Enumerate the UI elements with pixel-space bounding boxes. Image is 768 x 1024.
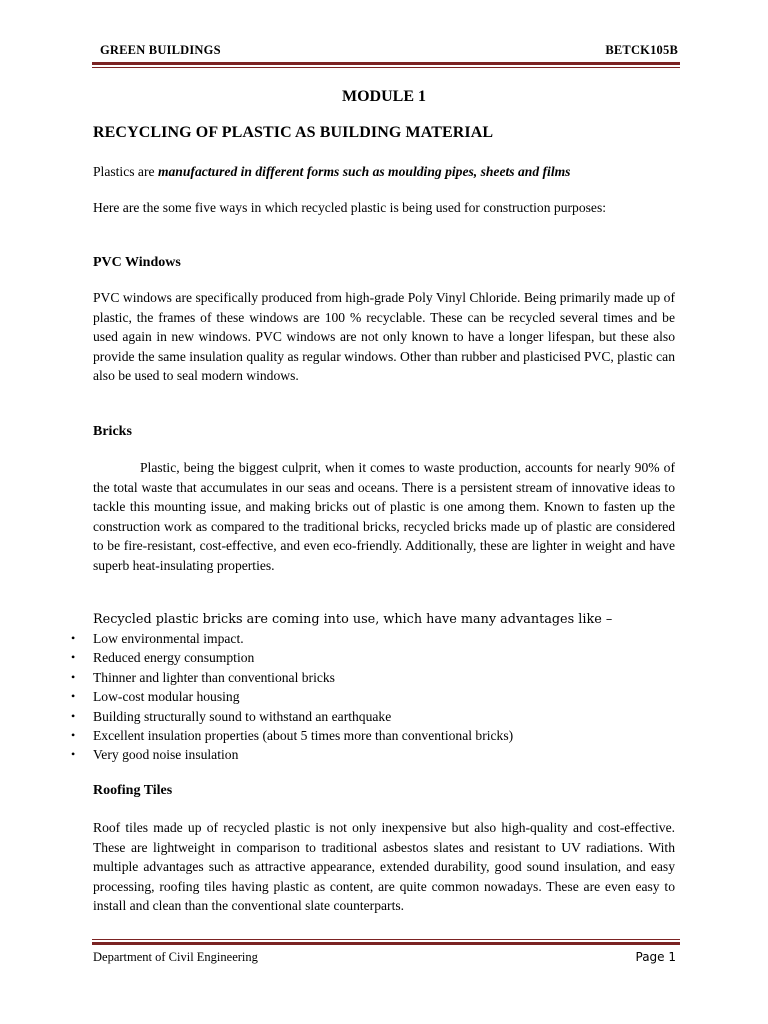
section-heading-bricks: Bricks (93, 424, 132, 439)
list-item (71, 648, 675, 667)
list-item-text: Excellent insulation properties (about 5 times more than conventional bricks) (93, 728, 514, 744)
intro-paragraph (93, 162, 675, 182)
footer-department: Department of Civil Engineering (93, 950, 258, 964)
list-item-text: Low environmental impact. (93, 631, 244, 646)
section-heading-pvc-windows: PVC Windows (93, 255, 181, 270)
header-rule-thick (92, 62, 680, 65)
list-item (71, 707, 675, 726)
bullet-icon: • (71, 708, 76, 723)
footer-rule-thin (92, 939, 680, 940)
bullet-icon: • (71, 728, 76, 743)
list-item (71, 668, 675, 687)
list-item-text: Building structurally sound to withstand an earthquake (93, 708, 392, 724)
advantages-intro: Recycled plastic bricks are coming into use, which have many advantages like – (93, 612, 613, 627)
list-item-text: Very good noise insulation (93, 747, 239, 763)
list-item (71, 687, 675, 706)
bullet-icon: • (71, 650, 76, 665)
intro-emphasis: manufactured in different forms such as moulding pipes, sheets and films (157, 164, 571, 179)
list-item (71, 726, 675, 745)
list-item-text: Reduced energy consumption (93, 650, 255, 666)
page-title: RECYCLING OF PLASTIC AS BUILDING MATERIAL (93, 124, 494, 141)
bullet-icon: • (71, 631, 76, 645)
bullet-icon: • (71, 669, 76, 684)
list-item (71, 629, 675, 648)
intro-prefix: Plastics are (93, 164, 158, 179)
list-item-text: Low-cost modular housing (93, 689, 240, 705)
list-item-text: Thinner and lighter than conventional bricks (93, 669, 335, 685)
section-heading-roofing-tiles: Roofing Tiles (93, 783, 173, 798)
section-text-roofing-tiles: Roof tiles made up of recycled plastic is not only inexpensive but also high-quality and cost-effective. These are lightweight in comparison to traditional asbestos slates and resistant to UV radiations. With multiple advantages such as attractive appearance, extended durability, good sound insulation, and easy processing, roofing tiles having plastic as content, are quite common nowadays. These are even easy to install and clean than the conventional slate counterparts. (93, 820, 675, 913)
header-course-code: BETCK105B (605, 43, 678, 57)
advantages-list (71, 629, 675, 765)
header-rule-thin (92, 67, 680, 68)
ways-paragraph: Here are the some five ways in which recycled plastic is being used for construction purposes: (93, 200, 607, 215)
section-text-pvc-windows: PVC windows are specifically produced from high-grade Poly Vinyl Chloride. Being primarily made up of plastic, the frames of these windows are 100 % recyclable. These can be recycled several times and be used again in new windows. PVC windows are not only known to have a longer lifespan, but these also provide the same insulation quality as regular windows. Other than rubber and plasticised PVC, plastic can also be used to seal modern windows. (93, 290, 675, 383)
footer-rule-thick (92, 942, 680, 945)
page-number: Page 1 (635, 950, 676, 964)
bullet-icon: • (71, 689, 76, 704)
list-item (71, 745, 675, 764)
module-title: MODULE 1 (342, 88, 426, 105)
section-text-bricks: Plastic, being the biggest culprit, when it comes to waste production, accounts for nearly 90% of the total waste that accumulates in our seas and oceans. There is a persistent stream of innovative ideas to tackle this mounting issue, and making bricks out of plastic is one among them. Known to fasten up the construction work as compared to the traditional bricks, recycled bricks made up of plastic are considered to be fire-resistant, cost-effective, and even eco-friendly. Additionally, these are lighter in weight and have superb heat-insulating properties. (93, 460, 675, 573)
bullet-icon: • (71, 747, 76, 762)
header-course-title: GREEN BUILDINGS (100, 43, 221, 57)
